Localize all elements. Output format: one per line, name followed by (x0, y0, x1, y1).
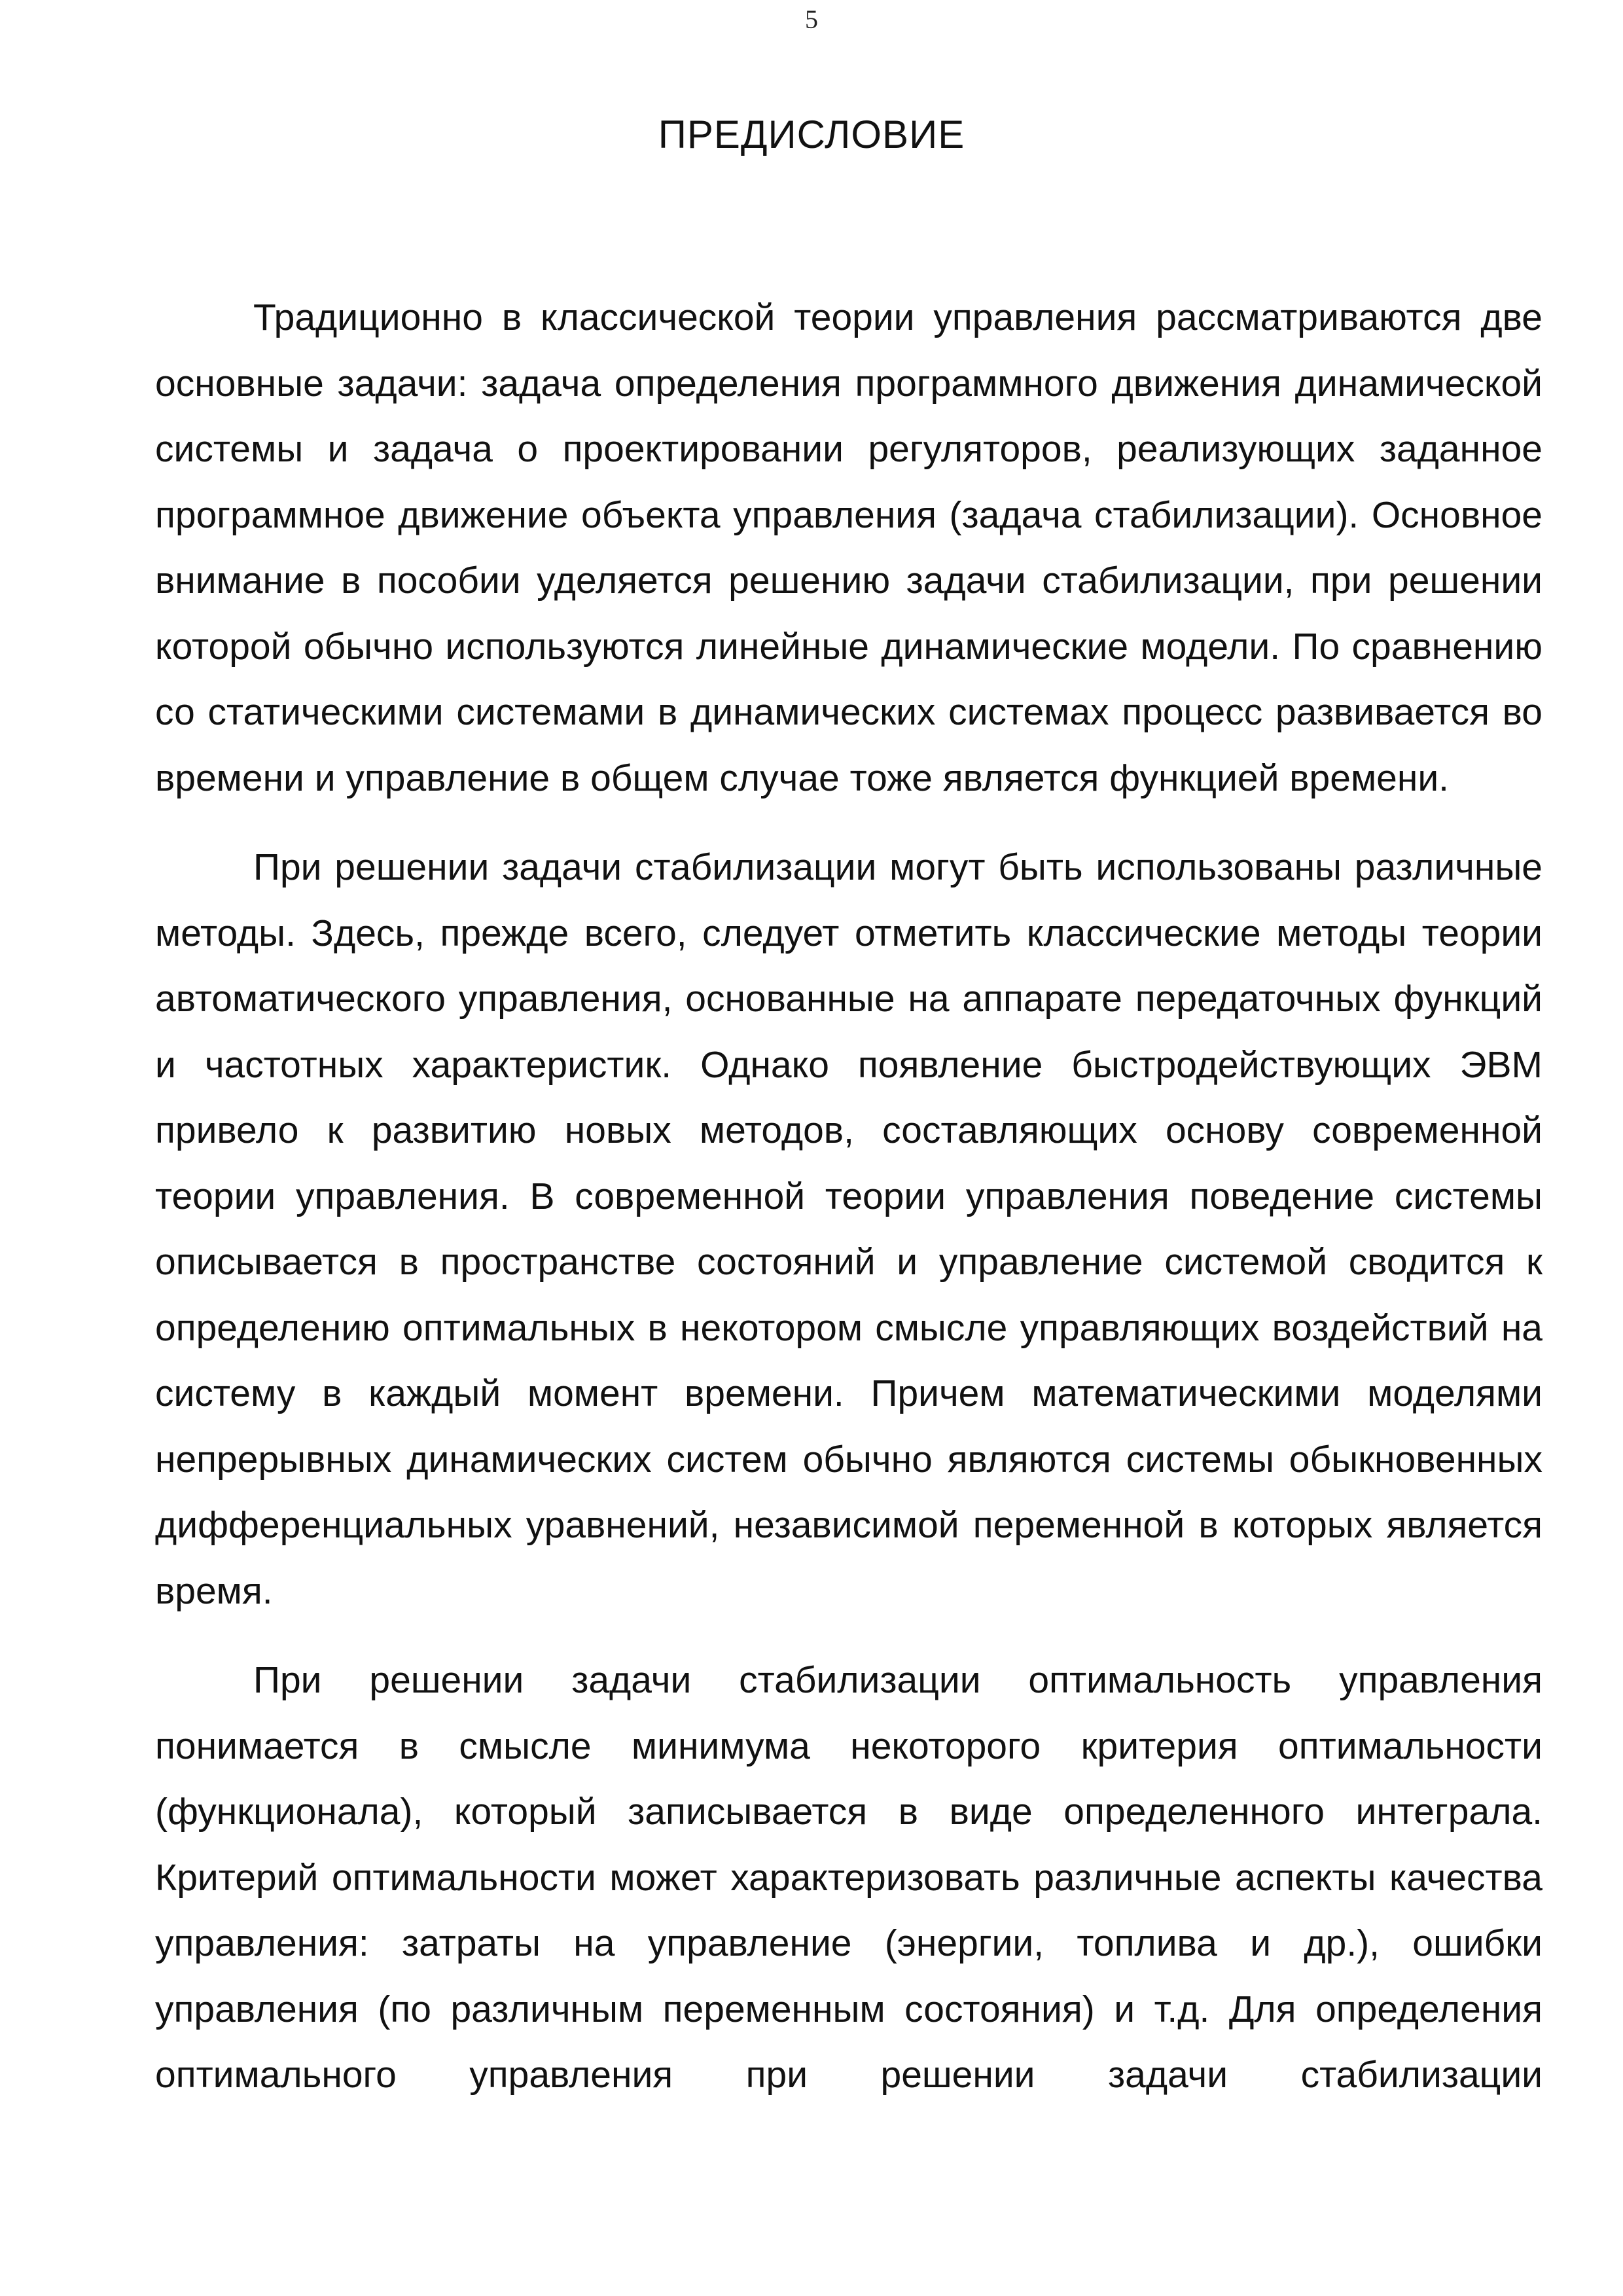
page-title: ПРЕДИСЛОВИЕ (658, 113, 965, 156)
paragraph-2: При решении задачи стабилизации могут быть использованы различные методы. Здесь, прежде всего, следует отметить классические методы теории автоматического управления, основанные на аппарате передаточных функций и частотных характеристик. Однако появление быстродействующих ЭВМ привело к развитию новых методов, составляющих основу современной теории управления. В современной теории управления поведение системы описывается в пространстве состояний и управление системой сводится к определению оптимальных в некотором смысле управляющих воздействий на систему в каждый момент времени. Причем математическими моделями непрерывных динамических систем обычно являются системы обыкновенных дифференциальных уравнений, независимой переменной в которых является время. (155, 846, 1543, 1612)
paragraph-3: При решении задачи стабилизации оптимальность управления понимается в смысле минимума некоторого критерия оптимальности (функционала), который записывается в виде определенного интеграла. Критерий оптимальности может характеризовать различные аспекты качества управления: затраты на управление (энергии, топлива и др.), ошибки управления (по различным переменным состояния) и т.д. Для определения оптимального управления при решении задачи стабилизации (155, 1659, 1543, 2096)
body-text (155, 285, 1543, 2108)
paragraph-1: Традиционно в классической теории управления рассматриваются две основные задачи: задача определения программного движения динамической системы и задача о проектировании регуляторов, реализующих заданное программное движение объекта управления (задача стабилизации). Основное внимание в пособии уделяется решению задачи стабилизации, при решении которой обычно используются линейные динамические модели. По сравнению со статическими системами в динамических системах процесс развивается во времени и управление в общем случае тоже является функцией времени. (155, 296, 1543, 799)
page-number: 5 (805, 5, 818, 34)
